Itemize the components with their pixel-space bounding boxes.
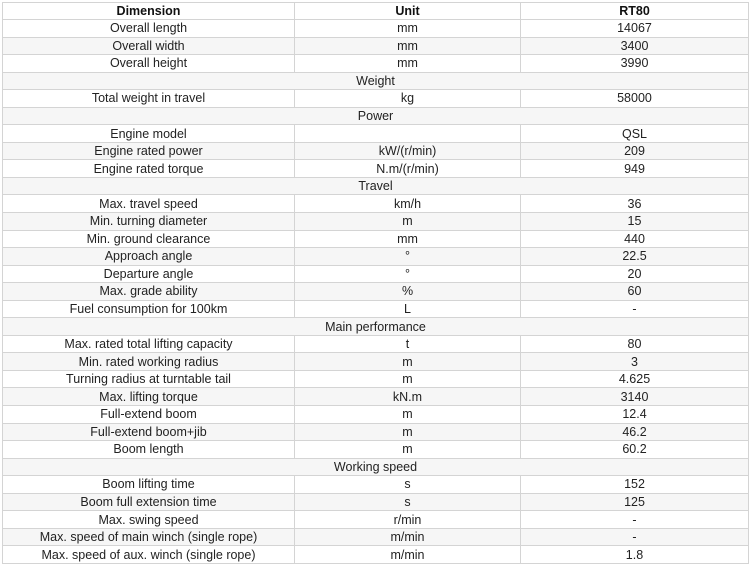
table-row: [3, 441, 749, 459]
table-row: [3, 353, 749, 371]
cell-value: 1.8: [521, 546, 749, 564]
table-row: [3, 406, 749, 424]
cell-dimension: Boom lifting time: [3, 476, 295, 494]
cell-unit: m: [295, 370, 521, 388]
cell-dimension: Min. ground clearance: [3, 230, 295, 248]
cell-unit: s: [295, 476, 521, 494]
table-row: [3, 195, 749, 213]
cell-value: 949: [521, 160, 749, 178]
section-label: Travel: [3, 177, 749, 195]
table-row: [3, 265, 749, 283]
cell-dimension: Max. speed of aux. winch (single rope): [3, 546, 295, 564]
cell-unit: L: [295, 300, 521, 318]
cell-value: 12.4: [521, 406, 749, 424]
cell-dimension: Min. rated working radius: [3, 353, 295, 371]
cell-dimension: Engine model: [3, 125, 295, 143]
cell-value: 3400: [521, 37, 749, 55]
cell-unit: N.m/(r/min): [295, 160, 521, 178]
table-row: [3, 335, 749, 353]
cell-unit: mm: [295, 55, 521, 73]
spec-body: [3, 20, 749, 564]
section-row: [3, 72, 749, 90]
table-row: [3, 511, 749, 529]
header-dimension: Dimension: [3, 3, 295, 20]
cell-dimension: Overall height: [3, 55, 295, 73]
cell-value: -: [521, 300, 749, 318]
cell-value: 4.625: [521, 370, 749, 388]
cell-dimension: Full-extend boom: [3, 406, 295, 424]
cell-unit: s: [295, 493, 521, 511]
cell-value: 152: [521, 476, 749, 494]
cell-dimension: Engine rated power: [3, 142, 295, 160]
table-row: [3, 248, 749, 266]
cell-dimension: Fuel consumption for 100km: [3, 300, 295, 318]
cell-dimension: Max. rated total lifting capacity: [3, 335, 295, 353]
cell-unit: m: [295, 353, 521, 371]
cell-unit: m/min: [295, 528, 521, 546]
cell-value: 125: [521, 493, 749, 511]
cell-dimension: Turning radius at turntable tail: [3, 370, 295, 388]
cell-dimension: Total weight in travel: [3, 90, 295, 108]
cell-dimension: Boom length: [3, 441, 295, 459]
header-model: RT80: [521, 3, 749, 20]
table-row: [3, 388, 749, 406]
cell-dimension: Max. grade ability: [3, 283, 295, 301]
cell-unit: °: [295, 248, 521, 266]
cell-value: 22.5: [521, 248, 749, 266]
cell-unit: r/min: [295, 511, 521, 529]
cell-dimension: Overall length: [3, 20, 295, 38]
cell-value: 3140: [521, 388, 749, 406]
cell-dimension: Max. speed of main winch (single rope): [3, 528, 295, 546]
cell-value: 209: [521, 142, 749, 160]
header-unit: Unit: [295, 3, 521, 20]
table-row: [3, 493, 749, 511]
section-row: [3, 177, 749, 195]
table-row: [3, 370, 749, 388]
cell-dimension: Boom full extension time: [3, 493, 295, 511]
cell-value: 36: [521, 195, 749, 213]
cell-unit: m: [295, 423, 521, 441]
cell-dimension: Max. lifting torque: [3, 388, 295, 406]
cell-unit: mm: [295, 230, 521, 248]
section-label: Weight: [3, 72, 749, 90]
section-label: Working speed: [3, 458, 749, 476]
cell-unit: t: [295, 335, 521, 353]
cell-value: 20: [521, 265, 749, 283]
table-row: [3, 37, 749, 55]
cell-unit: %: [295, 283, 521, 301]
cell-unit: km/h: [295, 195, 521, 213]
cell-dimension: Full-extend boom+jib: [3, 423, 295, 441]
table-row: [3, 20, 749, 38]
cell-value: 3990: [521, 55, 749, 73]
cell-value: QSL: [521, 125, 749, 143]
table-row: [3, 283, 749, 301]
cell-value: -: [521, 511, 749, 529]
section-label: Power: [3, 107, 749, 125]
section-row: [3, 318, 749, 336]
section-label: Main performance: [3, 318, 749, 336]
cell-unit: [295, 125, 521, 143]
table-row: [3, 160, 749, 178]
table-row: [3, 125, 749, 143]
cell-unit: m: [295, 213, 521, 231]
table-row: [3, 528, 749, 546]
table-row: [3, 546, 749, 564]
table-row: [3, 423, 749, 441]
cell-value: 46.2: [521, 423, 749, 441]
cell-dimension: Approach angle: [3, 248, 295, 266]
table-row: [3, 213, 749, 231]
cell-dimension: Departure angle: [3, 265, 295, 283]
cell-value: 14067: [521, 20, 749, 38]
cell-value: 58000: [521, 90, 749, 108]
spec-table: [2, 2, 749, 564]
cell-unit: m: [295, 406, 521, 424]
table-row: [3, 90, 749, 108]
table-row: [3, 230, 749, 248]
table-row: [3, 142, 749, 160]
cell-dimension: Min. turning diameter: [3, 213, 295, 231]
cell-dimension: Overall width: [3, 37, 295, 55]
cell-dimension: Max. swing speed: [3, 511, 295, 529]
cell-unit: mm: [295, 37, 521, 55]
cell-value: 3: [521, 353, 749, 371]
cell-unit: kW/(r/min): [295, 142, 521, 160]
cell-unit: m: [295, 441, 521, 459]
cell-unit: kg: [295, 90, 521, 108]
header-row: [3, 3, 749, 20]
cell-dimension: Engine rated torque: [3, 160, 295, 178]
table-row: [3, 476, 749, 494]
table-row: [3, 55, 749, 73]
section-row: [3, 458, 749, 476]
cell-unit: kN.m: [295, 388, 521, 406]
cell-value: -: [521, 528, 749, 546]
cell-value: 80: [521, 335, 749, 353]
cell-unit: m/min: [295, 546, 521, 564]
cell-value: 440: [521, 230, 749, 248]
cell-unit: mm: [295, 20, 521, 38]
cell-value: 60: [521, 283, 749, 301]
section-row: [3, 107, 749, 125]
cell-dimension: Max. travel speed: [3, 195, 295, 213]
cell-value: 60.2: [521, 441, 749, 459]
table-row: [3, 300, 749, 318]
cell-unit: °: [295, 265, 521, 283]
cell-value: 15: [521, 213, 749, 231]
